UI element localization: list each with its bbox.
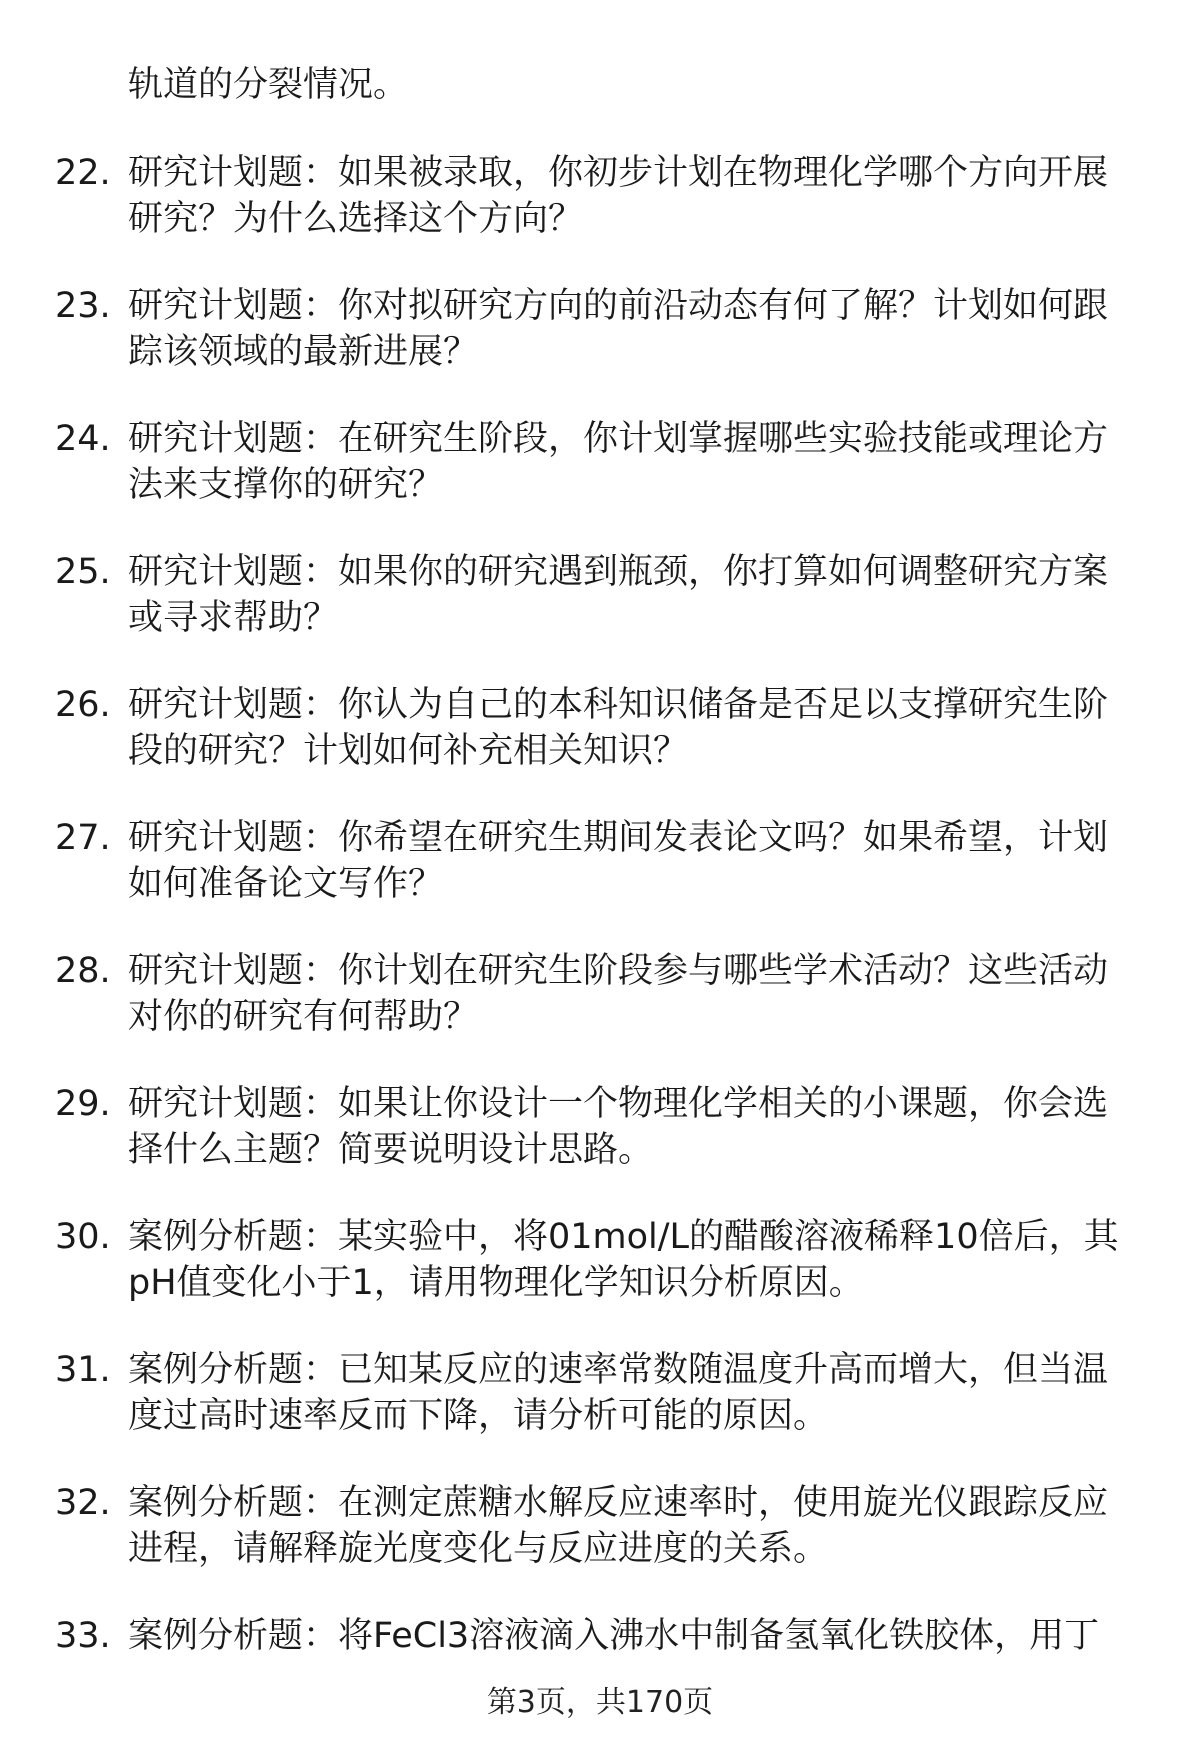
- question-text-line: 择什么主题？简要说明设计思路。: [128, 1130, 654, 1170]
- question-text-line: 如何准备论文写作？: [128, 864, 444, 904]
- question-text-line: 案例分析题：在测定蔗糖水解反应速率时，使用旋光仪跟踪反应: [128, 1483, 1109, 1523]
- question-item: [0, 1480, 1200, 1613]
- question-text-line: 进程，请解释旋光度变化与反应进度的关系。: [128, 1529, 829, 1569]
- question-number: 26.: [55, 685, 111, 725]
- question-text-line: 案例分析题：某实验中，将01mol/L的醋酸溶液稀释10倍后，其: [128, 1217, 1119, 1257]
- question-number: 33.: [55, 1616, 111, 1656]
- question-number: 23.: [55, 286, 111, 326]
- question-number: 28.: [55, 951, 111, 991]
- question-text-line: 研究计划题：你希望在研究生期间发表论文吗？如果希望，计划: [128, 818, 1109, 858]
- question-text-line: 研究计划题：在研究生阶段，你计划掌握哪些实验技能或理论方: [128, 419, 1109, 459]
- question-number: 25.: [55, 552, 111, 592]
- question-text-line: 研究计划题：你认为自己的本科知识储备是否足以支撑研究生阶: [128, 685, 1109, 725]
- question-item: [0, 416, 1200, 549]
- question-text-line: 研究计划题：你计划在研究生阶段参与哪些学术活动？这些活动: [128, 951, 1109, 991]
- question-text-line: 案例分析题：将FeCl3溶液滴入沸水中制备氢氧化铁胶体，用丁: [128, 1616, 1100, 1656]
- question-text-line: 研究计划题：你对拟研究方向的前沿动态有何了解？计划如何跟: [128, 286, 1109, 326]
- question-number: 32.: [55, 1483, 111, 1523]
- question-text-line: 度过高时速率反而下降，请分析可能的原因。: [128, 1396, 829, 1436]
- question-text-line: 研究计划题：如果让你设计一个物理化学相关的小课题，你会选: [128, 1084, 1109, 1124]
- question-text-line: 段的研究？计划如何补充相关知识？: [128, 731, 689, 771]
- question-number: 24.: [55, 419, 111, 459]
- question-item: [0, 1214, 1200, 1347]
- question-text-line: 研究？为什么选择这个方向？: [128, 199, 584, 239]
- question-number: 22.: [55, 153, 111, 193]
- question-text-line: 法来支撑你的研究？: [128, 465, 444, 505]
- question-text-line: 踪该领域的最新进展？: [128, 332, 479, 372]
- question-text-line: pH值变化小于1，请用物理化学知识分析原因。: [128, 1263, 864, 1303]
- question-item: [0, 682, 1200, 815]
- question-number: 31.: [55, 1350, 111, 1390]
- question-text-line: 研究计划题：如果被录取，你初步计划在物理化学哪个方向开展: [128, 153, 1109, 193]
- question-text-line: 或寻求帮助？: [128, 598, 339, 638]
- question-item: [0, 549, 1200, 682]
- question-item: [0, 1081, 1200, 1214]
- question-item: [0, 1613, 1200, 1746]
- question-number: 29.: [55, 1084, 111, 1124]
- question-item: [0, 283, 1200, 416]
- question-text-line: 研究计划题：如果你的研究遇到瓶颈，你打算如何调整研究方案: [128, 552, 1109, 592]
- question-number: 30.: [55, 1217, 111, 1257]
- continuation-text: 轨道的分裂情况。: [128, 65, 409, 105]
- question-item: [0, 1347, 1200, 1480]
- question-item: [0, 815, 1200, 948]
- question-list: [0, 150, 1200, 1746]
- page-footer: 第3页，共170页: [486, 1685, 714, 1720]
- question-item: [0, 150, 1200, 283]
- question-number: 27.: [55, 818, 111, 858]
- question-text-line: 对你的研究有何帮助？: [128, 997, 479, 1037]
- question-text-line: 案例分析题：已知某反应的速率常数随温度升高而增大，但当温: [128, 1350, 1109, 1390]
- question-item: [0, 948, 1200, 1081]
